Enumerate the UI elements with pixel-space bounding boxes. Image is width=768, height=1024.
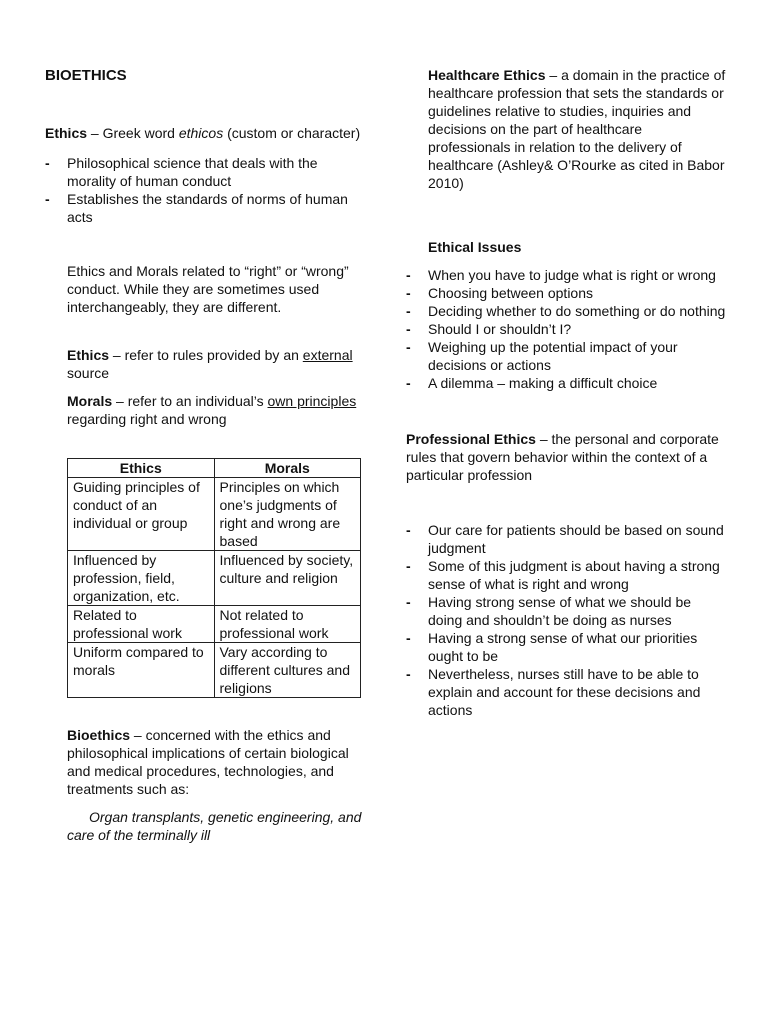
list-item: - Should I or shouldn’t I? (406, 320, 726, 338)
page-title: BIOETHICS (45, 67, 127, 84)
table-cell: Vary according to different cultures and religions (214, 643, 361, 698)
table-cell: Principles on which one’s judgments of right and wrong are based (214, 478, 361, 551)
table-header: Morals (214, 459, 361, 478)
ethical-issues-list (406, 266, 726, 392)
list-item: - Establishes the standards of norms of human acts (45, 190, 365, 226)
table-row (68, 551, 361, 606)
table-cell: Influenced by profession, field, organization, etc. (68, 551, 215, 606)
ethics-morals-table (67, 458, 361, 698)
table-row (68, 478, 361, 551)
professional-points-list (406, 521, 726, 719)
list-item: - Having a strong sense of what our priorities ought to be (406, 629, 726, 665)
table-row (68, 643, 361, 698)
right-column (406, 66, 726, 719)
list-item: - Deciding whether to do something or do nothing (406, 302, 726, 320)
professional-ethics-definition: Professional Ethics – the personal and corporate rules that govern behavior within the context of a particular profession (406, 431, 719, 483)
table-cell: Related to professional work (68, 606, 215, 643)
table-cell: Not related to professional work (214, 606, 361, 643)
ethical-issues-heading: Ethical Issues (428, 239, 522, 255)
ethics-term: Ethics (45, 125, 88, 141)
bioethics-definition: Bioethics – concerned with the ethics and philosophical implications of certain biological and medical procedures, technologies, and treatments such as: (67, 727, 349, 797)
ethics-definition: Ethics – Greek word ethicos (custom or character) (45, 125, 361, 141)
list-item: - When you have to judge what is right or wrong (406, 266, 726, 284)
list-item: - Choosing between options (406, 284, 726, 302)
morals-rule: Morals – refer to an individual’s own principles regarding right and wrong (67, 393, 357, 427)
list-item: - Having strong sense of what we should be doing and shouldn’t be doing as nurses (406, 593, 726, 629)
table-cell: Uniform compared to morals (68, 643, 215, 698)
list-item: - Our care for patients should be based on sound judgment (406, 521, 726, 557)
table-row (68, 606, 361, 643)
bioethics-example: Organ transplants, genetic engineering, and care of the terminally ill (67, 809, 362, 843)
list-item: - Some of this judgment is about having a strong sense of what is right and wrong (406, 557, 726, 593)
healthcare-ethics-definition: Healthcare Ethics – a domain in the practice of healthcare profession that sets the standards or guidelines relative to studies, inquiries and decisions on the part of healthcare professionals in relation to the delivery of healthcare (Ashley& O’Rourke as cited in Babor 2010) (428, 67, 726, 191)
table-header: Ethics (68, 459, 215, 478)
table-header-row (68, 459, 361, 478)
ethics-points-list (45, 154, 365, 226)
ethics-morals-paragraph: Ethics and Morals related to “right” or “wrong” conduct. While they are sometimes used interchangeably, they are different. (67, 263, 349, 315)
table-cell: Guiding principles of conduct of an individual or group (68, 478, 215, 551)
list-item: - Philosophical science that deals with the morality of human conduct (45, 154, 365, 190)
table-cell: Influenced by society, culture and religion (214, 551, 361, 606)
left-column (45, 66, 365, 844)
ethics-rule: Ethics – refer to rules provided by an external source (67, 347, 353, 381)
list-item: - A dilemma – making a difficult choice (406, 374, 726, 392)
list-item: - Weighing up the potential impact of your decisions or actions (406, 338, 726, 374)
list-item: - Nevertheless, nurses still have to be able to explain and account for these decisions and actions (406, 665, 726, 719)
